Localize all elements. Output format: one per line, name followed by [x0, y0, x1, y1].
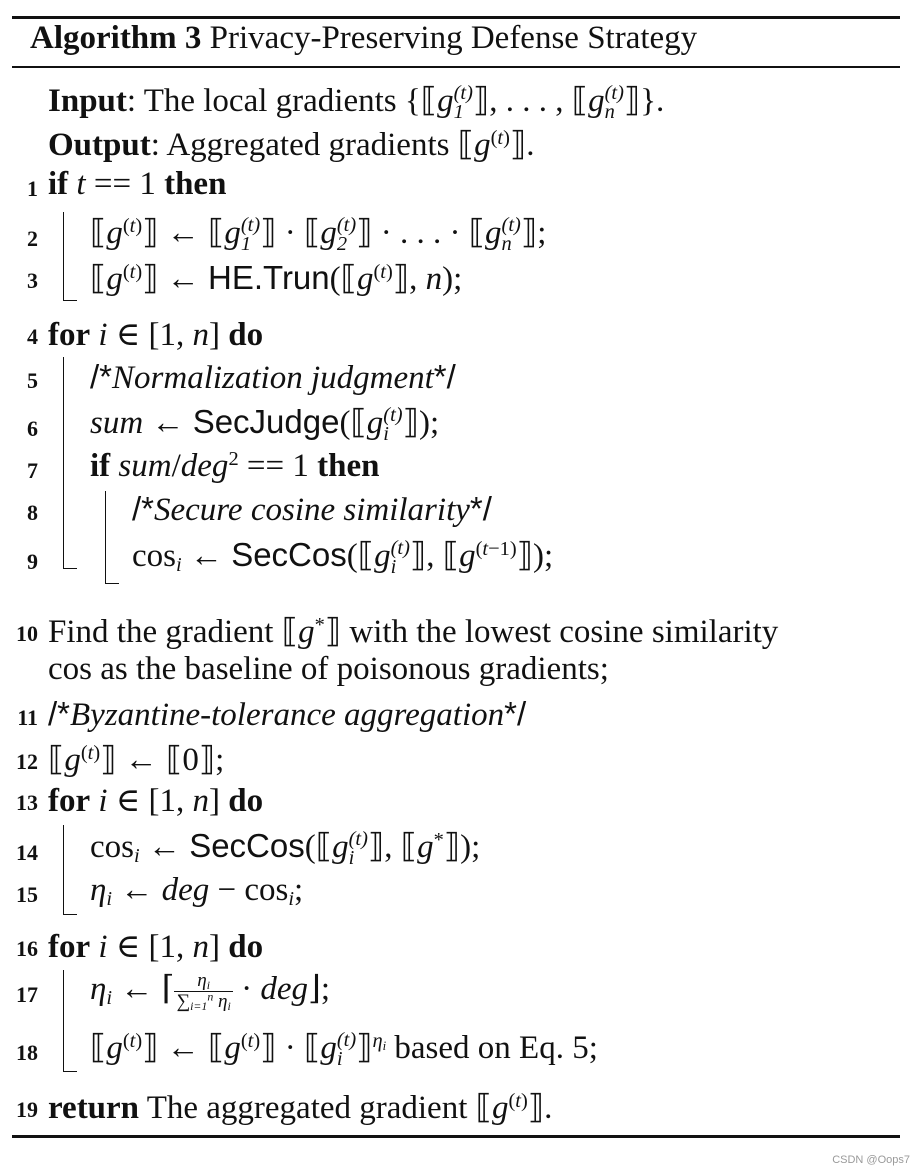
- line-2: $⟦g^{(t)}⟧$ ← ⟦g (t) 1 ⟧ · ⟦g (t) 2 ⟧ · . . . · ⟦g (t) n ⟧;: [90, 214, 547, 256]
- line-3: $⟦g^{(t)}⟧$ ← $HE.Trun(⟦g^{(t)}⟧$, n);: [90, 259, 463, 297]
- watermark: CSDN @Oops7: [832, 1154, 910, 1166]
- line-11: /*Byzantine-tolerance aggregation*/: [48, 695, 527, 733]
- line-13: for i ∈ [1, n] do: [48, 783, 264, 819]
- line-8: /*Secure cosine similarity*/: [132, 490, 492, 528]
- top-rule: [12, 16, 900, 19]
- line-number: 13: [16, 790, 38, 815]
- line-7: if sum/deg$^2$ == 1 then: [90, 447, 380, 484]
- line-number: 12: [16, 749, 38, 774]
- line-9: $\cos_i$ ← SecCos(⟦g (t) i ⟧, $⟦g^{(t-1)}⟧$);: [132, 536, 554, 579]
- line-10b: cos as the baseline of poisonous gradients;: [48, 651, 609, 687]
- algorithm-label: Algorithm 3: [30, 20, 202, 56]
- line-number: 17: [16, 982, 38, 1007]
- line-number: 11: [17, 705, 38, 730]
- algorithm-title: [30, 20, 697, 57]
- line-17: $\eta_i$ ← ⌈ $\frac{\eta_i}{\sum_{i=1}^n \eta_i}$ · deg⌋;: [90, 969, 331, 1013]
- block-bar-for-2: [63, 825, 64, 914]
- block-bar-inner-if-end: [105, 583, 119, 584]
- block-bar-for-1-end: [63, 568, 77, 569]
- line-number: 2: [27, 226, 38, 251]
- line-15: $\eta_i$ ← deg − $\cos_i$;: [90, 872, 304, 911]
- line-number: 19: [16, 1097, 38, 1122]
- line-number: 10: [16, 621, 38, 646]
- line-number: 18: [16, 1040, 38, 1065]
- line-1: if t == 1 then: [48, 166, 227, 202]
- line-5: /*Normalization judgment*/: [90, 358, 456, 396]
- line-4: for i ∈ [1, n] do: [48, 317, 264, 353]
- line-19: return The aggregated gradient $⟦g^{(t)}⟧$.: [48, 1089, 553, 1126]
- line-number: 5: [27, 368, 38, 393]
- block-bar-if-end: [63, 300, 77, 301]
- line-number: 7: [27, 458, 38, 483]
- input-line: Input: The local gradients {⟦g (t) 1 ⟧, . . . , ⟦g (t) n ⟧}.: [48, 82, 665, 124]
- line-18: $⟦g^{(t)}⟧$ ← $⟦g^{(t)}⟧$ · ⟦g (t) i ⟧$^{\eta_i}$ based on Eq. 5;: [90, 1029, 598, 1071]
- title-rule: [12, 66, 900, 68]
- line-number: 3: [27, 268, 38, 293]
- line-16: for i ∈ [1, n] do: [48, 929, 264, 965]
- fraction: $\frac{\eta_i}{\sum_{i=1}^n \eta_i}$: [176, 969, 231, 1013]
- block-bar-inner-if: [105, 491, 106, 583]
- block-bar-for-1: [63, 357, 64, 568]
- line-12: $⟦g^{(t)}⟧$ ← ⟦0⟧;: [48, 741, 225, 778]
- line-number: 4: [27, 324, 38, 349]
- line-number: 16: [16, 936, 38, 961]
- line-number: 15: [16, 882, 38, 907]
- line-number: 1: [27, 176, 38, 201]
- output-line: Output: Aggregated gradients $⟦g^{(t)}⟧$.: [48, 126, 535, 163]
- line-number: 14: [16, 840, 38, 865]
- block-bar-for-3: [63, 970, 64, 1071]
- line-6: sum ← SecJudge(⟦g (t) i ⟧);: [90, 403, 440, 446]
- line-number: 8: [27, 500, 38, 525]
- line-10a: Find the gradient ⟦g*⟧ with the lowest cosine similarity: [48, 613, 779, 650]
- block-bar-for-3-end: [63, 1071, 77, 1072]
- line-14: $\cos_i$ ← SecCos(⟦g (t) i ⟧, ⟦g*⟧);: [90, 827, 481, 870]
- line-number: 9: [27, 549, 38, 574]
- bottom-rule: [12, 1135, 900, 1138]
- line-number: 6: [27, 416, 38, 441]
- block-bar-if: [63, 212, 64, 300]
- algorithm-name: Privacy-Preserving Defense Strategy: [209, 20, 698, 56]
- block-bar-for-2-end: [63, 914, 77, 915]
